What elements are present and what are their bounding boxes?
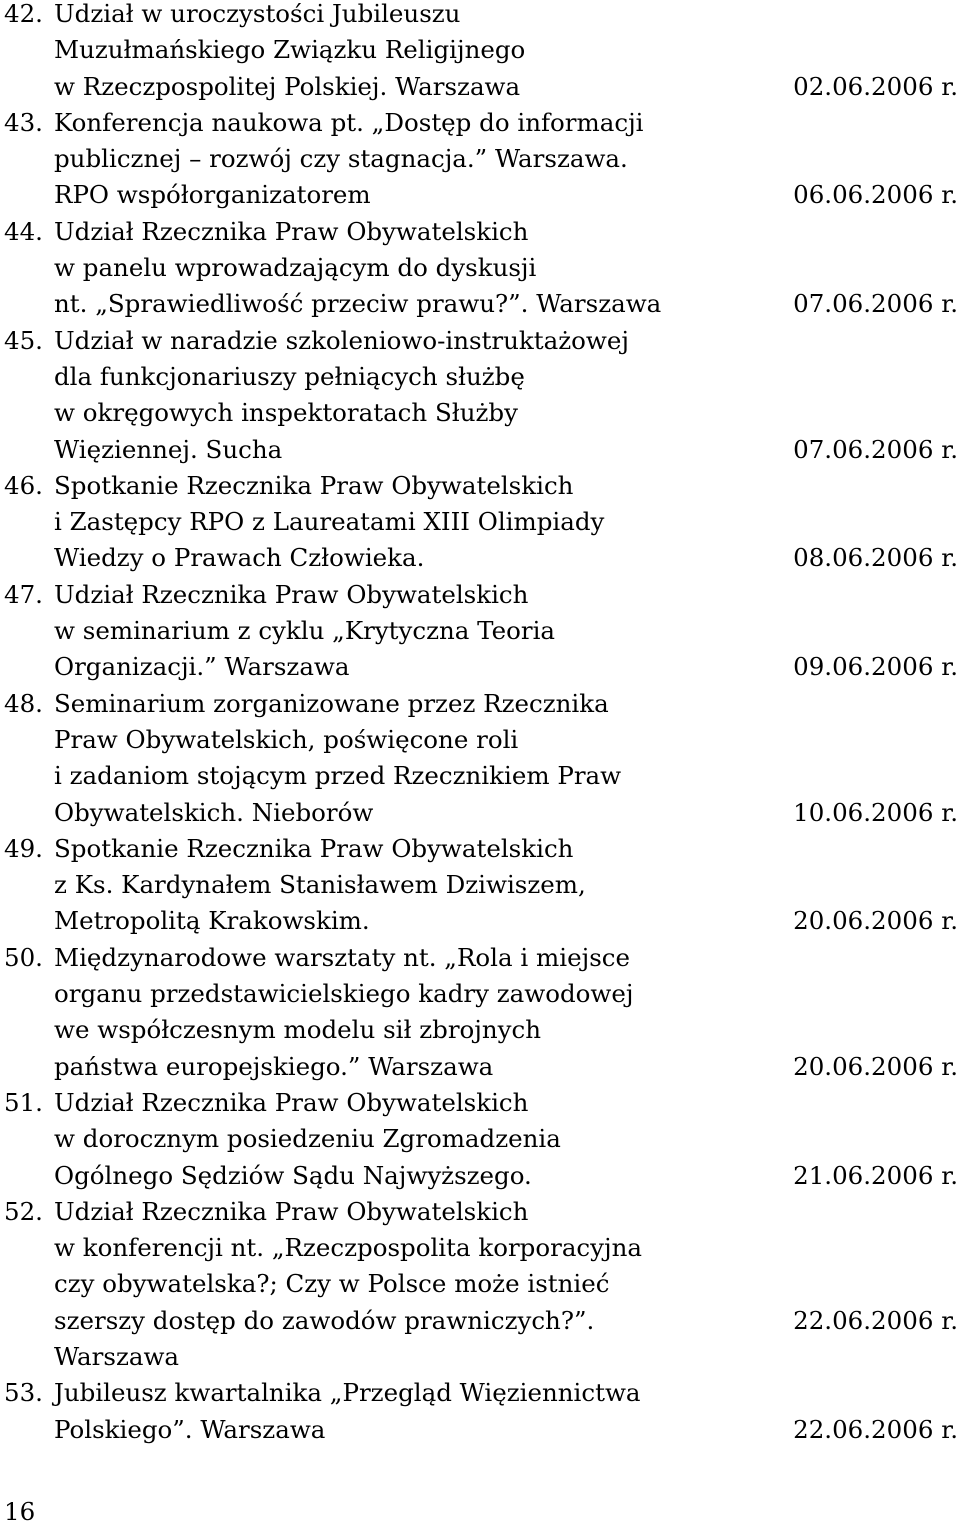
entry-text: w konferencji nt. „Rzeczpospolita korporacyjna	[54, 1233, 642, 1263]
list-item	[4, 105, 960, 214]
entry-line	[54, 1158, 960, 1194]
list-item	[4, 1085, 960, 1194]
entry-date: 20.06.2006 r.	[793, 1051, 958, 1081]
entry-text: Międzynarodowe warsztaty nt. „Rola i miejsce	[54, 942, 630, 972]
entry-text: w seminarium z cyklu „Krytyczna Teoria	[54, 616, 556, 646]
entry-line	[54, 831, 960, 867]
entry-number: 49.	[4, 833, 43, 863]
entry-text: Obywatelskich. Nieborów	[54, 797, 374, 827]
entry-line	[54, 432, 960, 468]
entry-number: 48.	[4, 688, 43, 718]
entry-line	[54, 1085, 960, 1121]
entry-line	[54, 1194, 960, 1230]
entry-number: 46.	[4, 470, 43, 500]
list-item	[4, 831, 960, 940]
entry-body	[54, 1375, 960, 1448]
entry-line	[54, 722, 960, 758]
list-item	[4, 940, 960, 1085]
page-number: 16	[4, 1497, 36, 1526]
entry-text: Udział Rzecznika Praw Obywatelskich	[54, 1087, 529, 1117]
entry-number: 45.	[4, 325, 43, 355]
entry-line	[54, 69, 960, 105]
entry-line	[54, 177, 960, 213]
entry-text: w dorocznym posiedzeniu Zgromadzenia	[54, 1124, 561, 1154]
entry-number: 51.	[4, 1087, 43, 1117]
entry-line	[54, 141, 960, 177]
entry-text: Udział w uroczystości Jubileuszu	[54, 0, 461, 28]
entry-text: Konferencja naukowa pt. „Dostęp do informacji	[54, 107, 644, 137]
entry-line	[54, 795, 960, 831]
entry-date: 06.06.2006 r.	[793, 180, 958, 210]
entry-text: w panelu wprowadzającym do dyskusji	[54, 253, 537, 283]
entry-body	[54, 577, 960, 686]
entry-line	[54, 540, 960, 576]
entry-text: Udział Rzecznika Praw Obywatelskich	[54, 579, 529, 609]
entry-body	[54, 940, 960, 1085]
entry-text: Organizacji.” Warszawa	[54, 652, 350, 682]
entry-line	[54, 250, 960, 286]
entry-line	[54, 1375, 960, 1411]
list-item	[4, 323, 960, 468]
entry-text: Więziennej. Sucha	[54, 434, 283, 464]
entry-text: RPO współorganizatorem	[54, 180, 371, 210]
entry-text: Spotkanie Rzecznika Praw Obywatelskich	[54, 470, 574, 500]
entry-line	[54, 1121, 960, 1157]
entry-text: dla funkcjonariuszy pełniących służbę	[54, 361, 525, 391]
entry-number: 44.	[4, 216, 43, 246]
entry-line	[54, 504, 960, 540]
entry-body	[54, 105, 960, 214]
entry-number: 42.	[4, 0, 43, 28]
entry-line	[54, 940, 960, 976]
entry-line	[54, 1012, 960, 1048]
entry-text: czy obywatelska?; Czy w Polsce może istnieć	[54, 1269, 610, 1299]
entry-line	[54, 577, 960, 613]
entry-body	[54, 1194, 960, 1375]
entry-date: 02.06.2006 r.	[793, 71, 958, 101]
entry-number: 43.	[4, 107, 43, 137]
entry-date: 09.06.2006 r.	[793, 652, 958, 682]
list-item	[4, 686, 960, 831]
entry-date: 07.06.2006 r.	[793, 434, 958, 464]
entry-text: szerszy dostęp do zawodów prawniczych?”.	[54, 1305, 595, 1335]
entry-line	[54, 686, 960, 722]
entry-line	[54, 649, 960, 685]
entry-line	[54, 286, 960, 322]
entry-text: państwa europejskiego.” Warszawa	[54, 1051, 494, 1081]
entry-text: Udział w naradzie szkoleniowo-instruktażowej	[54, 325, 629, 355]
entry-line	[54, 323, 960, 359]
entry-line	[54, 214, 960, 250]
entry-text: publicznej – rozwój czy stagnacja.” Warszawa.	[54, 144, 628, 174]
entry-text: z Ks. Kardynałem Stanisławem Dziwiszem,	[54, 870, 586, 900]
entry-text: i Zastępcy RPO z Laureatami XIII Olimpiady	[54, 507, 605, 537]
entry-body	[54, 831, 960, 940]
list-item	[4, 1375, 960, 1448]
entry-text: Polskiego”. Warszawa	[54, 1414, 326, 1444]
entry-text: Spotkanie Rzecznika Praw Obywatelskich	[54, 833, 574, 863]
entry-line	[54, 1303, 960, 1339]
entry-body	[54, 1085, 960, 1194]
entry-line	[54, 976, 960, 1012]
entry-number: 53.	[4, 1378, 43, 1408]
entry-text: w okręgowych inspektoratach Służby	[54, 398, 518, 428]
list-item	[4, 1194, 960, 1375]
entry-line	[54, 1412, 960, 1448]
entry-line	[54, 32, 960, 68]
entry-line	[54, 1266, 960, 1302]
entry-text: Ogólnego Sędziów Sądu Najwyższego.	[54, 1160, 532, 1190]
entry-line	[54, 359, 960, 395]
entry-text: nt. „Sprawiedliwość przeciw prawu?”. Warszawa	[54, 289, 662, 319]
entry-date: 22.06.2006 r.	[793, 1305, 958, 1335]
entry-text: Metropolitą Krakowskim.	[54, 906, 370, 936]
entry-text: w Rzeczpospolitej Polskiej. Warszawa	[54, 71, 521, 101]
entry-line	[54, 758, 960, 794]
entry-date: 22.06.2006 r.	[793, 1414, 958, 1444]
entry-line	[54, 1339, 960, 1375]
entry-text: i zadaniom stojącym przed Rzecznikiem Praw	[54, 761, 622, 791]
list-item	[4, 468, 960, 577]
entry-line	[54, 867, 960, 903]
list-item	[4, 577, 960, 686]
entry-line	[54, 903, 960, 939]
entry-body	[54, 0, 960, 105]
entry-line	[54, 1230, 960, 1266]
entry-body	[54, 214, 960, 323]
entry-body	[54, 686, 960, 831]
event-list	[4, 0, 960, 1448]
entry-line	[54, 395, 960, 431]
entry-text: Seminarium zorganizowane przez Rzecznika	[54, 688, 609, 718]
entry-text: organu przedstawicielskiego kadry zawodowej	[54, 979, 634, 1009]
list-item	[4, 214, 960, 323]
entry-line	[54, 105, 960, 141]
entry-line	[54, 468, 960, 504]
entry-line	[54, 0, 960, 32]
entry-number: 52.	[4, 1196, 43, 1226]
entry-text: Jubileusz kwartalnika „Przegląd Więziennictwa	[54, 1378, 641, 1408]
entry-text: Praw Obywatelskich, poświęcone roli	[54, 724, 519, 754]
entry-text: Udział Rzecznika Praw Obywatelskich	[54, 1196, 529, 1226]
entry-number: 50.	[4, 942, 43, 972]
entry-body	[54, 468, 960, 577]
entry-text: Wiedzy o Prawach Człowieka.	[54, 543, 425, 573]
list-item	[4, 0, 960, 105]
entry-text: Udział Rzecznika Praw Obywatelskich	[54, 216, 529, 246]
entry-line	[54, 613, 960, 649]
entry-number: 47.	[4, 579, 43, 609]
entry-body	[54, 323, 960, 468]
entry-text: Muzułmańskiego Związku Religijnego	[54, 35, 526, 65]
entry-date: 08.06.2006 r.	[793, 543, 958, 573]
entry-date: 21.06.2006 r.	[793, 1160, 958, 1190]
entry-text: Warszawa	[54, 1341, 180, 1371]
entry-line	[54, 1049, 960, 1085]
entry-date: 07.06.2006 r.	[793, 289, 958, 319]
entry-date: 20.06.2006 r.	[793, 906, 958, 936]
entry-text: we współczesnym modelu sił zbrojnych	[54, 1015, 541, 1045]
entry-date: 10.06.2006 r.	[793, 797, 958, 827]
